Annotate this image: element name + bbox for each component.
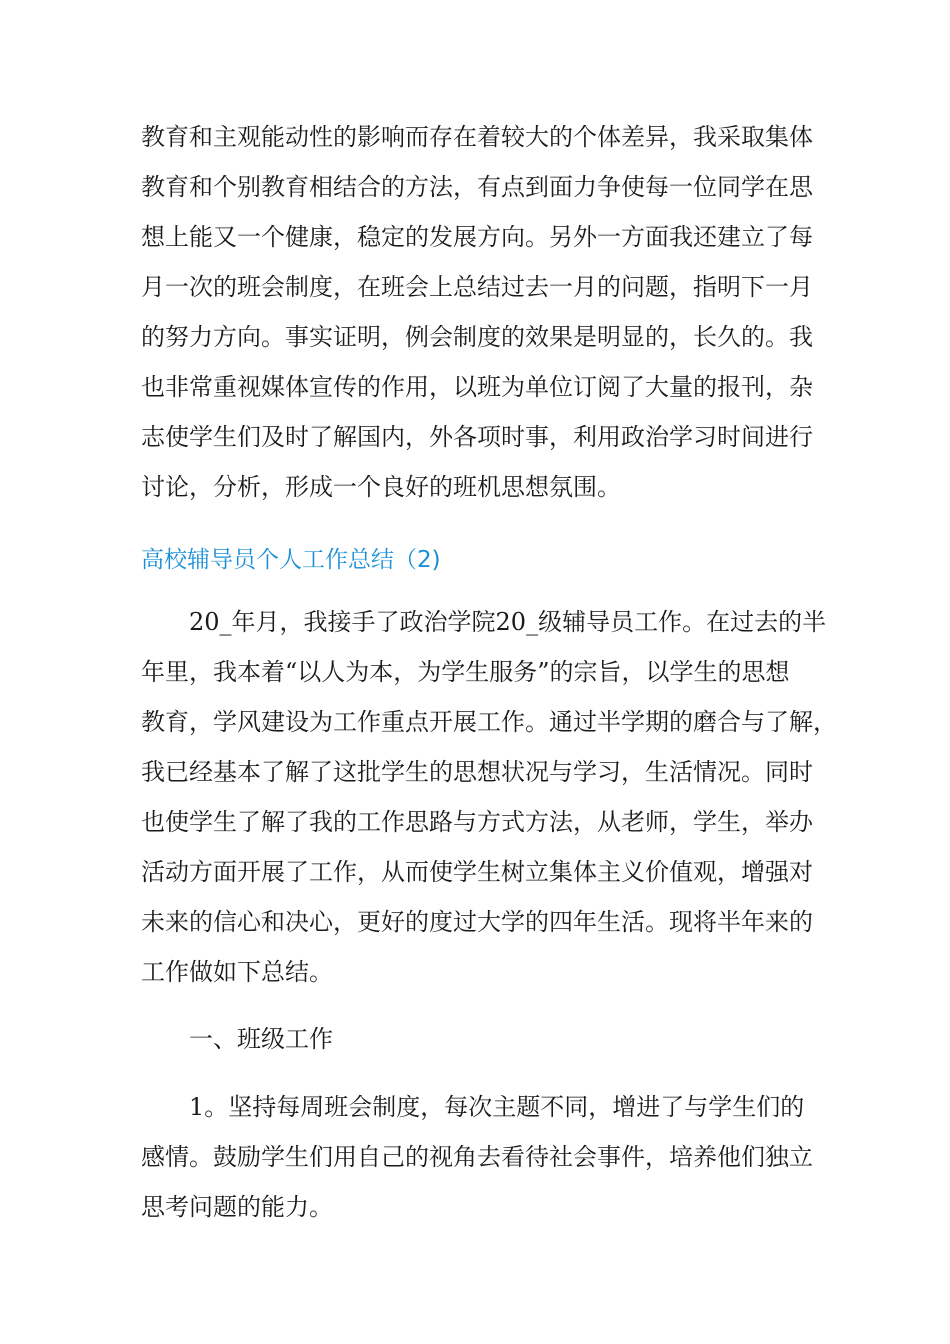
paragraph-line: 我已经基本了解了这批学生的思想状况与学习，生活情况。同时 — [141, 758, 813, 786]
paragraph-line: 20_年月，我接手了政治学院20_级辅导员工作。在过去的半 — [189, 608, 827, 636]
section-heading: 高校辅导员个人工作总结（2) — [141, 547, 441, 573]
paragraph-line: 未来的信心和决心，更好的度过大学的四年生活。现将半年来的 — [141, 908, 813, 936]
paragraph-line: 想上能又一个健康，稳定的发展方向。另外一方面我还建立了每 — [141, 223, 813, 251]
paragraph-line: 教育和主观能动性的影响而存在着较大的个体差异，我采取集体 — [141, 123, 813, 151]
paragraph-line: 月一次的班会制度，在班会上总结过去一月的问题，指明下一月 — [141, 273, 813, 301]
paragraph-line: 志使学生们及时了解国内，外各项时事，利用政治学习时间进行 — [141, 423, 813, 451]
paragraph-line: 教育，学风建设为工作重点开展工作。通过半学期的磨合与了解， — [141, 708, 837, 736]
paragraph-line: 思考问题的能力。 — [141, 1193, 333, 1221]
paragraph-line: 讨论，分析，形成一个良好的班机思想氛围。 — [141, 473, 621, 501]
paragraph-line: 年里，我本着“以人为本，为学生服务”的宗旨，以学生的思想 — [141, 658, 790, 686]
section-subtitle: 一、班级工作 — [189, 1025, 333, 1053]
paragraph-line: 1。坚持每周班会制度，每次主题不同，增进了与学生们的 — [189, 1093, 805, 1121]
paragraph-line: 也非常重视媒体宣传的作用，以班为单位订阅了大量的报刊，杂 — [141, 373, 813, 401]
paragraph-line: 感情。鼓励学生们用自己的视角去看待社会事件，培养他们独立 — [141, 1143, 813, 1171]
paragraph-line: 活动方面开展了工作，从而使学生树立集体主义价值观，增强对 — [141, 858, 813, 886]
paragraph-line: 教育和个别教育相结合的方法，有点到面力争使每一位同学在思 — [141, 173, 813, 201]
paragraph-line: 工作做如下总结。 — [141, 958, 333, 986]
paragraph-line: 也使学生了解了我的工作思路与方式方法，从老师，学生，举办 — [141, 808, 813, 836]
paragraph-line: 的努力方向。事实证明，例会制度的效果是明显的，长久的。我 — [141, 323, 813, 351]
